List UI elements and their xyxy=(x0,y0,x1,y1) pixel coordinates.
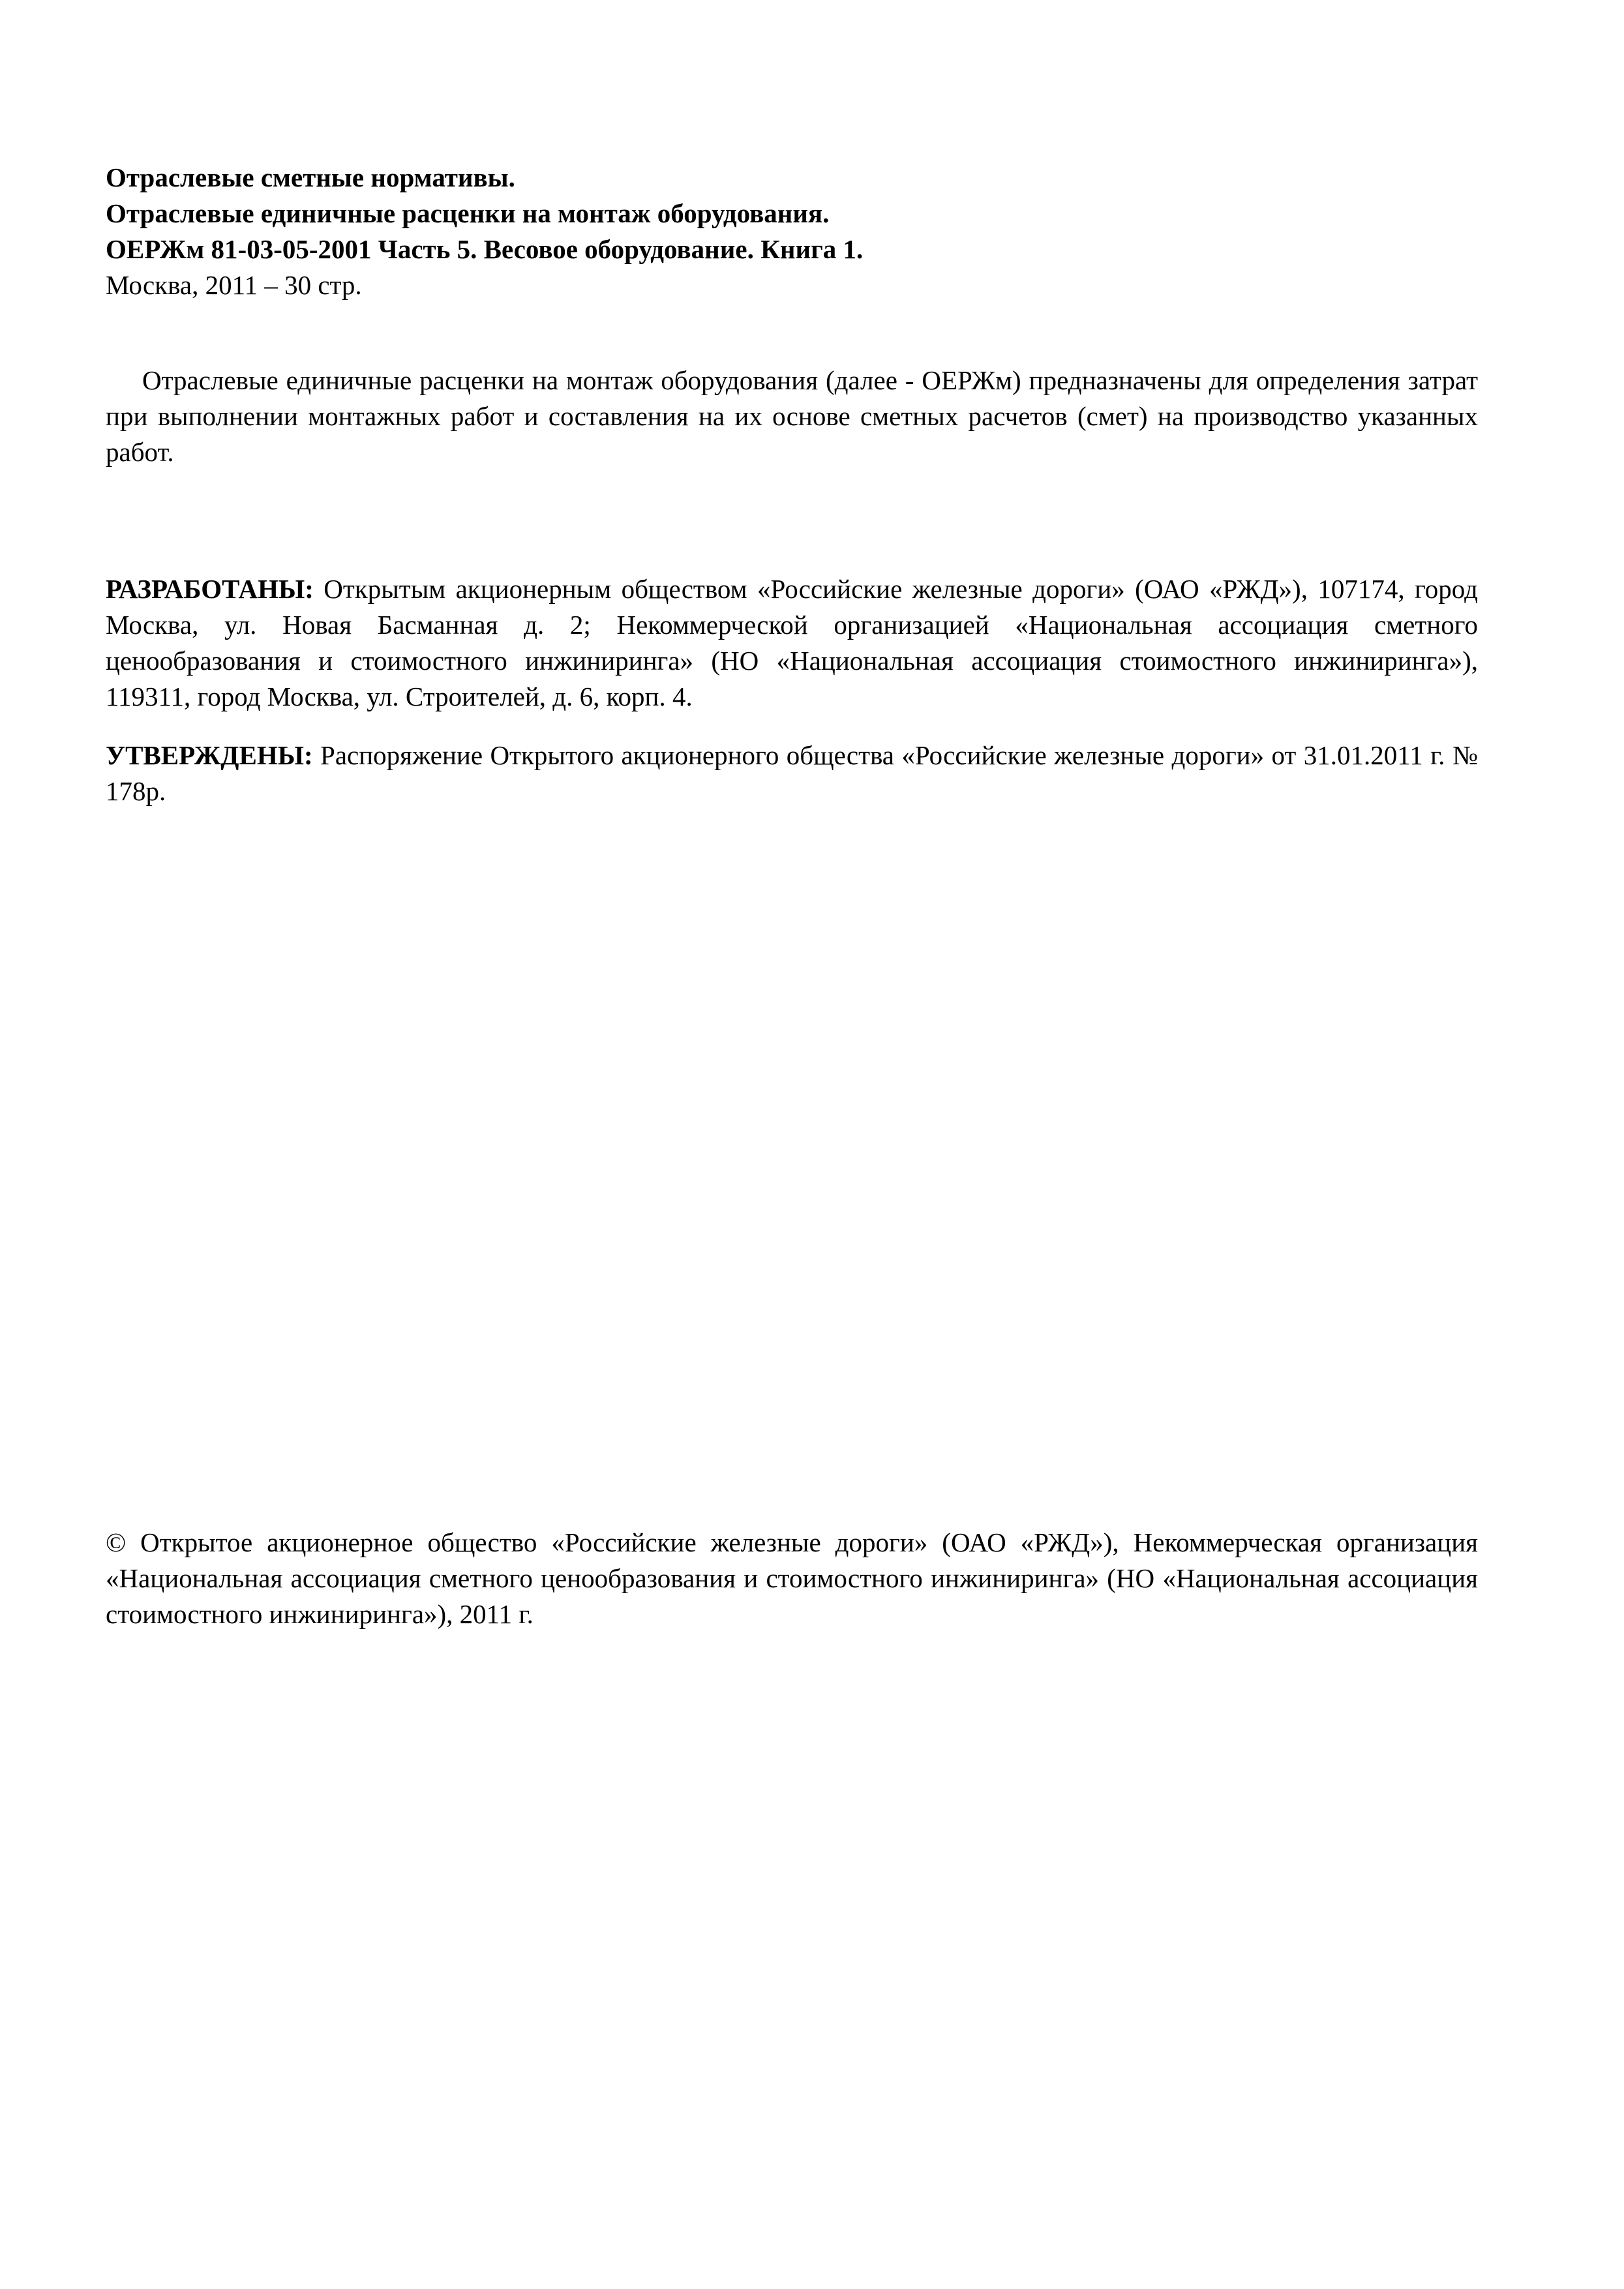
developed-paragraph xyxy=(106,571,1478,715)
purpose-paragraph: Отраслевые единичные расценки на монтаж оборудования (далее - ОЕРЖм) предназначены для определения затрат при выполнении монтажных работ и составления на их основе сметных расчетов (смет) на производство указанных работ. xyxy=(106,365,1478,467)
copyright-notice: © Открытое акционерное общество «Российские железные дороги» (ОАО «РЖД»), Некоммерческая организация «Национальная ассоциация сметного ценообразования и стоимостного инжиниринга» (НО «Национальная ассоциация стоимостного инжиниринга»), 2011 г. xyxy=(106,1527,1478,1629)
developed-text: Открытым акционерным обществом «Российские железные дороги» (ОАО «РЖД»), 107174, город Москва, ул. Новая Басманная д. 2; Некоммерческой организацией «Национальная ассоциация сметного ценообразования и стоимостного инжиниринга» (НО «Национальная ассоциация стоимостного инжиниринга»), 119311, город Москва, ул. Строителей, д. 6, корп. 4. xyxy=(106,574,1478,711)
imprint: Москва, 2011 – 30 стр. xyxy=(106,270,362,300)
developed-label: РАЗРАБОТАНЫ: xyxy=(106,574,314,604)
approved-label: УТВЕРЖДЕНЫ: xyxy=(106,740,313,770)
approved-text: Распоряжение Открытого акционерного общества «Российские железные дороги» от 31.01.2011 г. № 178р. xyxy=(106,740,1478,806)
title-block xyxy=(106,160,1478,303)
approved-paragraph xyxy=(106,738,1478,809)
title-line-rates: Отраслевые единичные расценки на монтаж оборудования. xyxy=(106,198,830,228)
title-line-norms: Отраслевые сметные нормативы. xyxy=(106,162,515,192)
title-line-code: ОЕРЖм 81-03-05-2001 Часть 5. Весовое оборудование. Книга 1. xyxy=(106,234,864,264)
